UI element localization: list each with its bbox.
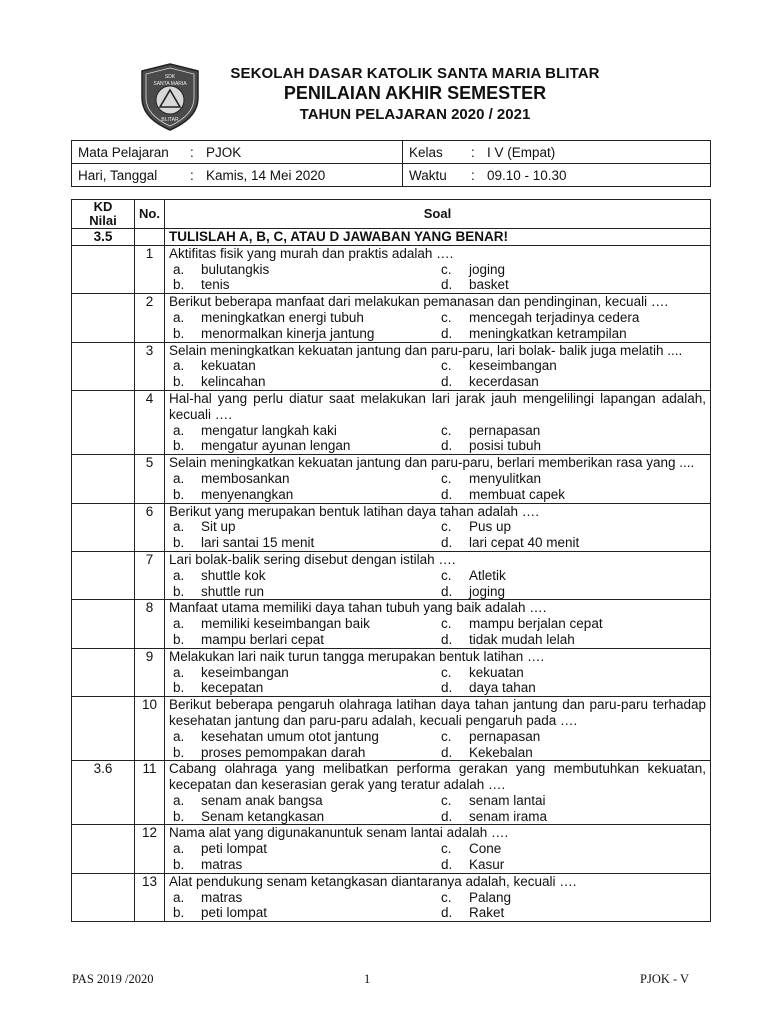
time-value: 09.10 - 10.30 bbox=[487, 167, 567, 183]
option-letter: b. bbox=[173, 325, 185, 341]
option-letter: d. bbox=[441, 857, 453, 873]
option-letter: d. bbox=[441, 535, 453, 551]
instruction: TULISLAH A, B, C, ATAU D JAWABAN YANG BENAR! bbox=[165, 229, 711, 246]
exam-title: PENILAIAN AKHIR SEMESTER bbox=[283, 83, 547, 103]
option-letter: b. bbox=[173, 535, 185, 551]
option-c: Palang bbox=[469, 889, 512, 905]
question-cell bbox=[165, 390, 711, 454]
option-b: mengatur ayunan lengan bbox=[201, 438, 351, 454]
option-d: joging bbox=[469, 583, 506, 599]
option-c: kekuatan bbox=[469, 664, 524, 680]
option-a: Sit up bbox=[201, 519, 236, 535]
option-letter: a. bbox=[173, 728, 185, 744]
option-c: mampu berjalan cepat bbox=[469, 616, 603, 632]
colon: : bbox=[471, 167, 475, 183]
question-row bbox=[72, 342, 711, 390]
question-text: Melakukan lari naik turun tangga merupakan bentuk latihan …. bbox=[169, 648, 545, 664]
option-c: Pus up bbox=[469, 519, 512, 535]
colon: : bbox=[190, 167, 194, 183]
option-letter: a. bbox=[173, 616, 185, 632]
option-d: senam irama bbox=[469, 808, 548, 824]
option-letter: c. bbox=[441, 261, 452, 277]
class-cell bbox=[403, 141, 711, 164]
option-b: shuttle run bbox=[201, 583, 265, 599]
kd-cell bbox=[72, 825, 135, 873]
option-letter: b. bbox=[173, 374, 185, 390]
kd-cell bbox=[72, 551, 135, 599]
options-row bbox=[169, 616, 706, 632]
option-a: bulutangkis bbox=[201, 261, 270, 277]
question-text: Berikut beberapa pengaruh olahraga latihan daya tahan jantung dan paru-paru terhadap kesehatan jantung dan paru-paru adalah, kecuali pengaruh pada …. bbox=[169, 697, 706, 728]
academic-year: TAHUN PELAJARAN 2020 / 2021 bbox=[299, 106, 531, 123]
question-row bbox=[72, 503, 711, 551]
option-c: pernapasan bbox=[469, 728, 541, 744]
option-letter: a. bbox=[173, 889, 185, 905]
option-a: meningkatkan energi tubuh bbox=[201, 309, 364, 325]
option-letter: c. bbox=[441, 422, 452, 438]
options-row bbox=[169, 680, 706, 696]
option-letter: d. bbox=[441, 277, 453, 293]
option-letter: c. bbox=[441, 889, 452, 905]
option-b: mampu berlari cepat bbox=[201, 631, 325, 647]
option-b: matras bbox=[201, 857, 243, 873]
question-number: 11 bbox=[135, 761, 165, 825]
option-letter: c. bbox=[441, 616, 452, 632]
option-d: posisi tubuh bbox=[469, 438, 542, 454]
option-b: proses pemompakan darah bbox=[201, 744, 366, 760]
option-letter: d. bbox=[441, 438, 453, 454]
question-text: Selain meningkatkan kekuatan jantung dan paru-paru, berlari memberikan rasa yang .... bbox=[169, 455, 695, 471]
question-row bbox=[72, 294, 711, 342]
question-number: 1 bbox=[135, 245, 165, 293]
colon: : bbox=[471, 144, 475, 160]
option-letter: a. bbox=[173, 261, 185, 277]
options-row bbox=[169, 438, 706, 454]
question-row bbox=[72, 697, 711, 761]
time-label: Waktu bbox=[409, 167, 447, 183]
option-c: pernapasan bbox=[469, 422, 541, 438]
question-number: 5 bbox=[135, 455, 165, 503]
options-row bbox=[169, 857, 706, 873]
options-row bbox=[169, 632, 706, 648]
question-text: Alat pendukung senam ketangkasan diantaranya adalah, kecuali …. bbox=[169, 873, 577, 889]
question-text: Selain meningkatkan kekuatan jantung dan paru-paru, lari bolak- balik juga melatih .... bbox=[169, 342, 683, 358]
option-d: lari cepat 40 menit bbox=[469, 535, 580, 551]
options-row bbox=[169, 326, 706, 342]
option-c: keseimbangan bbox=[469, 358, 557, 374]
option-letter: a. bbox=[173, 422, 185, 438]
options-row bbox=[169, 841, 706, 857]
date-label: Hari, Tanggal bbox=[78, 167, 158, 183]
no-cell bbox=[135, 229, 165, 246]
option-d: daya tahan bbox=[469, 680, 536, 696]
exam-info-table bbox=[71, 140, 711, 187]
option-letter: b. bbox=[173, 631, 185, 647]
options-row bbox=[169, 665, 706, 681]
question-number: 10 bbox=[135, 697, 165, 761]
subject-label: Mata Pelajaran bbox=[78, 144, 169, 160]
question-cell bbox=[165, 294, 711, 342]
option-letter: b. bbox=[173, 486, 185, 502]
kd-cell bbox=[72, 503, 135, 551]
question-number: 7 bbox=[135, 551, 165, 599]
options-row bbox=[169, 374, 706, 390]
options-row bbox=[169, 423, 706, 439]
option-a: peti lompat bbox=[201, 841, 268, 857]
option-letter: c. bbox=[441, 792, 452, 808]
question-cell bbox=[165, 648, 711, 696]
question-text: Lari bolak-balik sering disebut dengan istilah …. bbox=[169, 551, 456, 567]
option-letter: a. bbox=[173, 358, 185, 374]
option-letter: b. bbox=[173, 438, 185, 454]
question-row bbox=[72, 455, 711, 503]
option-letter: a. bbox=[173, 664, 185, 680]
option-c: Cone bbox=[469, 841, 502, 857]
question-cell bbox=[165, 455, 711, 503]
question-cell bbox=[165, 873, 711, 921]
question-row bbox=[72, 245, 711, 293]
option-d: kecerdasan bbox=[469, 374, 539, 390]
option-a: senam anak bangsa bbox=[201, 792, 323, 808]
option-letter: d. bbox=[441, 680, 453, 696]
option-c: menyulitkan bbox=[469, 470, 542, 486]
question-number: 13 bbox=[135, 873, 165, 921]
question-cell bbox=[165, 697, 711, 761]
question-cell bbox=[165, 600, 711, 648]
question-row bbox=[72, 648, 711, 696]
option-letter: a. bbox=[173, 519, 185, 535]
question-cell bbox=[165, 245, 711, 293]
option-letter: d. bbox=[441, 374, 453, 390]
option-letter: a. bbox=[173, 309, 185, 325]
option-b: tenis bbox=[201, 277, 230, 293]
options-row bbox=[169, 793, 706, 809]
question-cell bbox=[165, 551, 711, 599]
kd-cell bbox=[72, 294, 135, 342]
question-cell bbox=[165, 342, 711, 390]
question-row bbox=[72, 600, 711, 648]
question-row bbox=[72, 390, 711, 454]
option-a: matras bbox=[201, 889, 243, 905]
subject-value: PJOK bbox=[206, 144, 242, 160]
option-letter: a. bbox=[173, 470, 185, 486]
question-number: 12 bbox=[135, 825, 165, 873]
logo-text-mid: SANTA MARIA bbox=[153, 81, 187, 87]
question-text: Cabang olahraga yang melibatkan performa gerakan yang membutuhkan kekuatan, kecepatan dan keserasian gerak yang teratur adalah …. bbox=[169, 761, 706, 793]
question-cell bbox=[165, 825, 711, 873]
options-row bbox=[169, 809, 706, 825]
option-letter: c. bbox=[441, 358, 452, 374]
logo-text-top: SDK bbox=[164, 74, 176, 80]
no-header: No. bbox=[135, 200, 165, 229]
options-row bbox=[169, 890, 706, 906]
option-c: mencegah terjadinya cedera bbox=[469, 309, 640, 325]
option-letter: c. bbox=[441, 567, 452, 583]
option-a: memiliki keseimbangan baik bbox=[201, 616, 370, 632]
option-b: menormalkan kinerja jantung bbox=[201, 325, 375, 341]
date-cell bbox=[72, 164, 403, 187]
option-letter: b. bbox=[173, 583, 185, 599]
options-row bbox=[169, 277, 706, 293]
option-b: kecepatan bbox=[201, 680, 264, 696]
option-letter: a. bbox=[173, 792, 185, 808]
option-letter: d. bbox=[441, 744, 453, 760]
option-letter: b. bbox=[173, 857, 185, 873]
instruction-row bbox=[72, 229, 711, 246]
options-row bbox=[169, 519, 706, 535]
option-b: menyenangkan bbox=[201, 486, 294, 502]
option-letter: c. bbox=[441, 309, 452, 325]
question-number: 9 bbox=[135, 648, 165, 696]
kd-cell bbox=[72, 648, 135, 696]
option-letter: c. bbox=[441, 728, 452, 744]
question-row bbox=[72, 551, 711, 599]
option-letter: d. bbox=[441, 808, 453, 824]
option-a: kesehatan umum otot jantung bbox=[201, 728, 379, 744]
option-d: membuat capek bbox=[469, 486, 566, 502]
question-row bbox=[72, 825, 711, 873]
question-number: 3 bbox=[135, 342, 165, 390]
option-letter: d. bbox=[441, 631, 453, 647]
option-d: Raket bbox=[469, 905, 505, 921]
option-a: shuttle kok bbox=[201, 567, 266, 583]
info-row bbox=[72, 141, 711, 164]
question-row bbox=[72, 761, 711, 825]
info-row bbox=[72, 164, 711, 187]
question-text: Aktifitas fisik yang murah dan praktis adalah …. bbox=[169, 245, 454, 261]
colon: : bbox=[190, 144, 194, 160]
soal-header: Soal bbox=[165, 200, 711, 229]
kd-cell bbox=[72, 390, 135, 454]
option-letter: d. bbox=[441, 905, 453, 921]
footer-right: PJOK - V bbox=[640, 972, 690, 986]
kd-section: 3.5 bbox=[72, 229, 135, 246]
school-name: SEKOLAH DASAR KATOLIK SANTA MARIA BLITAR bbox=[230, 65, 600, 82]
option-d: basket bbox=[469, 277, 509, 293]
option-c: senam lantai bbox=[469, 792, 546, 808]
page-number: 1 bbox=[364, 972, 371, 986]
question-number: 2 bbox=[135, 294, 165, 342]
option-letter: c. bbox=[441, 664, 452, 680]
option-b: peti lompat bbox=[201, 905, 268, 921]
class-value: I V (Empat) bbox=[487, 144, 556, 160]
options-row bbox=[169, 310, 706, 326]
options-row bbox=[169, 729, 706, 745]
options-row bbox=[169, 568, 706, 584]
kd-cell bbox=[72, 873, 135, 921]
question-number: 4 bbox=[135, 390, 165, 454]
option-a: mengatur langkah kaki bbox=[201, 422, 337, 438]
logo-text-bottom: BLITAR bbox=[161, 117, 179, 123]
question-text: Manfaat utama memiliki daya tahan tubuh yang baik adalah …. bbox=[169, 600, 547, 616]
option-a: membosankan bbox=[201, 470, 290, 486]
option-letter: b. bbox=[173, 905, 185, 921]
question-text: Hal-hal yang perlu diatur saat melakukan lari jarak jauh mengelilingi lapangan adalah, kecuali …. bbox=[169, 390, 706, 422]
kd-header-line2: Nilai bbox=[89, 213, 117, 228]
option-letter: b. bbox=[173, 808, 185, 824]
class-label: Kelas bbox=[409, 144, 443, 160]
options-row bbox=[169, 358, 706, 374]
options-row bbox=[169, 745, 706, 761]
option-letter: c. bbox=[441, 841, 452, 857]
option-letter: b. bbox=[173, 277, 185, 293]
option-d: Kekebalan bbox=[469, 744, 533, 760]
option-a: kekuatan bbox=[201, 358, 256, 374]
kd-header-line1: KD bbox=[93, 199, 113, 214]
option-letter: d. bbox=[441, 583, 453, 599]
options-row bbox=[169, 471, 706, 487]
options-row bbox=[169, 535, 706, 551]
date-value: Kamis, 14 Mei 2020 bbox=[206, 167, 326, 183]
option-a: keseimbangan bbox=[201, 664, 289, 680]
kd-cell bbox=[72, 600, 135, 648]
option-d: meningkatkan ketrampilan bbox=[469, 325, 627, 341]
question-number: 8 bbox=[135, 600, 165, 648]
question-cell bbox=[165, 761, 711, 825]
question-text: Nama alat yang digunakanuntuk senam lantai adalah …. bbox=[169, 825, 509, 841]
option-letter: b. bbox=[173, 680, 185, 696]
question-row bbox=[72, 873, 711, 921]
question-text: Berikut beberapa manfaat dari melakukan pemanasan dan pendinginan, kecuali …. bbox=[169, 294, 669, 310]
kd-cell bbox=[72, 697, 135, 761]
options-row bbox=[169, 262, 706, 278]
footer-left: PAS 2019 /2020 bbox=[72, 972, 154, 986]
kd-cell bbox=[72, 245, 135, 293]
option-letter: b. bbox=[173, 744, 185, 760]
options-row bbox=[169, 487, 706, 503]
option-b: Senam ketangkasan bbox=[201, 808, 325, 824]
option-letter: a. bbox=[173, 841, 185, 857]
question-number: 6 bbox=[135, 503, 165, 551]
kd-cell bbox=[72, 342, 135, 390]
subject-cell bbox=[72, 141, 403, 164]
option-letter: d. bbox=[441, 486, 453, 502]
question-cell bbox=[165, 503, 711, 551]
option-b: lari santai 15 menit bbox=[201, 535, 315, 551]
option-b: kelincahan bbox=[201, 374, 266, 390]
option-letter: a. bbox=[173, 567, 185, 583]
kd-header bbox=[72, 200, 135, 229]
option-letter: c. bbox=[441, 519, 452, 535]
kd-cell: 3.6 bbox=[72, 761, 135, 825]
option-c: joging bbox=[469, 261, 506, 277]
questions-table bbox=[71, 199, 711, 922]
table-header-row bbox=[72, 200, 711, 229]
option-d: tidak mudah lelah bbox=[469, 631, 575, 647]
option-d: Kasur bbox=[469, 857, 505, 873]
kd-cell bbox=[72, 455, 135, 503]
options-row bbox=[169, 584, 706, 600]
question-text: Berikut yang merupakan bentuk latihan daya tahan adalah …. bbox=[169, 503, 539, 519]
option-letter: c. bbox=[441, 470, 452, 486]
option-c: Atletik bbox=[469, 567, 506, 583]
time-cell bbox=[403, 164, 711, 187]
options-row bbox=[169, 905, 706, 921]
option-letter: d. bbox=[441, 325, 453, 341]
